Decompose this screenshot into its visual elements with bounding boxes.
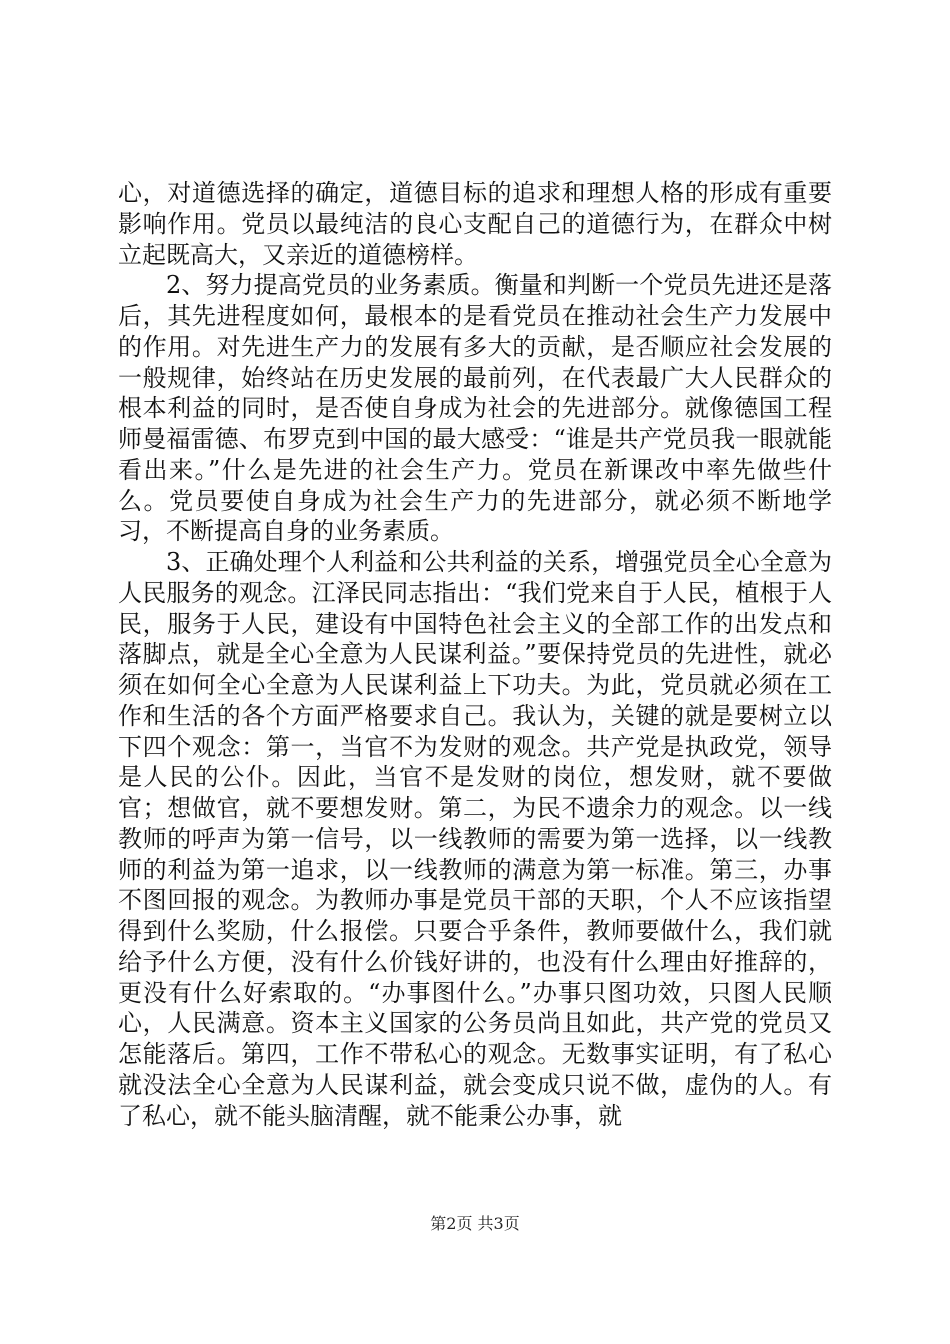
paragraph-section-3: 3、正确处理个人利益和公共利益的关系，增强党员全心全意为人民服务的观念。江泽民同志指出：“我们党来自于人民，植根于人民，服务于人民，建设有中国特色社会主义的全部工作的出发点和落脚点，就是全心全意为人民谋利益。”要保持党员的先进性，就必须在如何全心全意为人民谋利益上下功夫。为此，党员就必须在工作和生活的各个方面严格要求自己。我认为，关键的就是要树立以下四个观念：第一，当官不为发财的观念。共产党是执政党，领导是人民的公仆。因此，当官不是发财的岗位，想发财，就不要做官；想做官，就不要想发财。第二，为民不遗余力的观念。以一线教师的呼声为第一信号，以一线教师的需要为第一选择，以一线教师的利益为第一追求，以一线教师的满意为第一标准。第三，办事不图回报的观念。为教师办事是党员干部的天职，个人不应该指望得到什么奖励，什么报偿。只要合乎条件，教师要做什么，我们就给予什么方便，没有什么价钱好讲的，也没有什么理由好推辞的，更没有什么好索取的。“办事图什么。”办事只图功效，只图人民顺心，人民满意。资本主义国家的公务员尚且如此，共产党的党员又怎能落后。第四，工作不带私心的观念。无数事实证明，有了私心就没法全心全意为人民谋利益，就会变成只说不做，虚伪的人。有了私心，就不能头脑清醒，就不能秉公办事，就 xyxy=(118,548,832,1130)
document-body xyxy=(118,178,832,1131)
page-number-footer: 第2页 共3页 xyxy=(430,1214,520,1233)
paragraph-section-2: 2、努力提高党员的业务素质。衡量和判断一个党员先进还是落后，其先进程度如何，最根本的是看党员在推动社会生产力发展中的作用。对先进生产力的发展有多大的贡献，是否顺应社会发展的一般规律，始终站在历史发展的最前列，在代表最广大人民群众的根本利益的同时，是否使自身成为社会的先进部分。就像德国工程师曼福雷德、布罗克到中国的最大感受：“谁是共产党员我一眼就能看出来。”什么是先进的社会生产力。党员在新课改中率先做些什么。党员要使自身成为社会生产力的先进部分，就必须不断地学习，不断提高自身的业务素质。 xyxy=(118,271,832,546)
paragraph-continuation: 心，对道德选择的确定，道德目标的追求和理想人格的形成有重要影响作用。党员以最纯洁的良心支配自己的道德行为，在群众中树立起既高大，又亲近的道德榜样。 xyxy=(118,179,832,269)
